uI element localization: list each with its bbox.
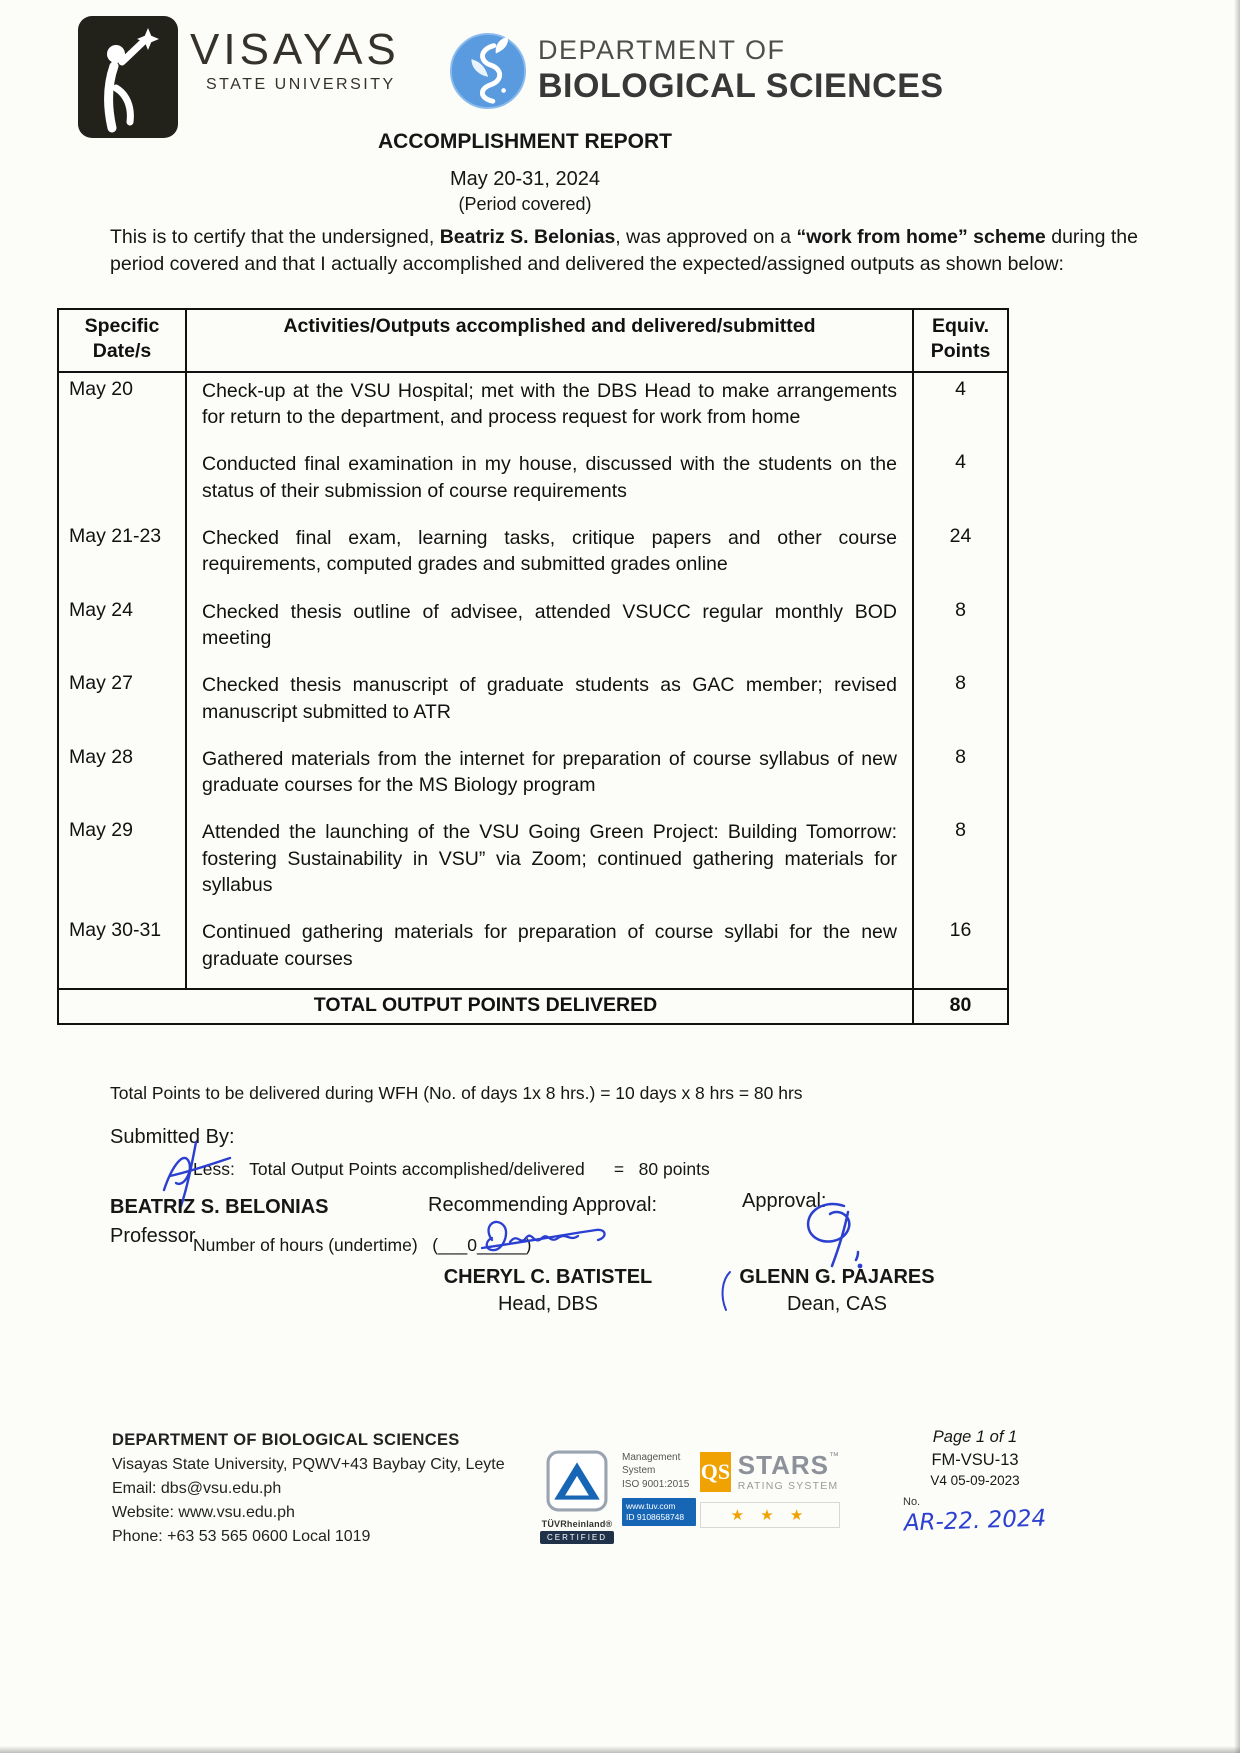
activity-cell: Continued gathering materials for preparation of course syllabi for the new graduate courses (186, 914, 913, 989)
points-cell: 8 (913, 594, 1008, 668)
recommending-title: Head, DBS (497, 1293, 599, 1315)
points-cell: 8 (913, 814, 1008, 914)
intro-wfh-scheme: “work from home” scheme (796, 226, 1046, 248)
tuv-certification-block (540, 1450, 614, 1544)
total-points: 80 (913, 989, 1008, 1024)
approval-label: Approval: (742, 1190, 827, 1212)
wfh-note-2: Less: Total Output Points accomplished/delivered = 80 points (193, 1158, 710, 1179)
activity-cell: Checked thesis outline of advisee, attended VSUCC regular monthly BOD meeting (186, 594, 913, 668)
intro-seg3: , was approved on a (615, 226, 797, 248)
intro-seg1: This is to certify that the undersigned, (110, 226, 440, 248)
submitted-name: BEATRIZ S. BELONIAS (110, 1196, 329, 1218)
submitted-title: Professor (110, 1225, 196, 1247)
submitted-by-label: Submitted By: (110, 1126, 235, 1148)
header-equiv-points: Equiv. Points (913, 309, 1008, 372)
tuv-details-block (622, 1452, 696, 1526)
qs-tm-mark: ™ (829, 1451, 840, 1462)
page-number: Page 1 of 1 (932, 1428, 1018, 1446)
title-block (0, 130, 1050, 215)
tuv-certified-badge: CERTIFIED (540, 1531, 614, 1544)
table-row (58, 372, 1008, 447)
scan-edge-bottom (0, 1746, 1240, 1753)
date-cell: May 28 (58, 741, 186, 815)
intro-paragraph (110, 224, 1138, 279)
footer-phone: Phone: +63 53 565 0600 Local 1019 (112, 1527, 371, 1545)
vsu-logo-icon (78, 16, 178, 138)
recommending-signature-icon (468, 1212, 638, 1270)
approval-title: Dean, CAS (786, 1293, 888, 1315)
tuv-system: Management System (622, 1452, 681, 1476)
university-subtitle: STATE UNIVERSITY (206, 76, 396, 93)
recommending-signatory (438, 1266, 658, 1316)
table-row (58, 520, 1008, 594)
submitted-signatory (110, 1196, 329, 1248)
approval-signatory (732, 1266, 942, 1316)
header-activities: Activities/Outputs accomplished and delivered/submitted (186, 309, 913, 372)
date-cell: May 21-23 (58, 520, 186, 594)
qs-stars-text: STARS (737, 1450, 829, 1480)
tuv-id: ID 9108658748 (626, 1512, 685, 1523)
table-row (58, 741, 1008, 815)
approval-name: GLENN G. PAJARES (739, 1266, 935, 1288)
wfh-note-3: Number of hours (undertime) (___0_____) (193, 1235, 532, 1255)
period-caption: (Period covered) (458, 194, 592, 214)
footer-contact-block (112, 1428, 505, 1549)
department-line1: DEPARTMENT OF (538, 35, 786, 65)
university-wordmark: VISAYAS (190, 25, 400, 74)
form-code: FM-VSU-13 (931, 1451, 1019, 1469)
total-row (58, 989, 1008, 1024)
dbs-logo-icon (449, 32, 527, 110)
tuv-brand: TÜVRheinland® (541, 1519, 613, 1529)
handwritten-form-number: AR-22. 2024 (903, 1505, 1047, 1537)
qs-stars-wordmark (738, 1452, 840, 1478)
footer-address: Visayas State University, PQWV+43 Baybay City, Leyte (112, 1455, 505, 1473)
qs-star-row: ★ ★ ★ (700, 1502, 840, 1528)
date-cell: May 20 (58, 372, 186, 447)
table-row (58, 914, 1008, 989)
wfh-note-1: Total Points to be delivered during WFH (No. of days 1x 8 hrs.) = 10 days x 8 hrs = 80 hrs (110, 1082, 803, 1103)
department-name-block (538, 36, 944, 105)
activity-cell: Checked final exam, learning tasks, critique papers and other course requirements, computed grades and submitted grades online (186, 520, 913, 594)
university-wordmark-block (190, 25, 400, 94)
tuv-url: www.tuv.com (626, 1501, 676, 1511)
report-title: ACCOMPLISHMENT REPORT (378, 130, 672, 153)
date-cell: May 24 (58, 594, 186, 668)
date-cell: May 29 (58, 814, 186, 914)
table-row (58, 594, 1008, 668)
qs-rating-system: RATING SYSTEM (737, 1480, 839, 1492)
total-label: TOTAL OUTPUT POINTS DELIVERED (58, 989, 913, 1024)
date-cell: May 30-31 (58, 914, 186, 989)
date-cell (58, 446, 186, 520)
footer-email: Email: dbs@vsu.edu.ph (112, 1479, 282, 1497)
tuv-logo-icon (540, 1450, 614, 1517)
activity-cell: Check-up at the VSU Hospital; met with the DBS Head to make arrangements for return to the department, and process request for work from home (186, 372, 913, 447)
intro-seg5: during the period covered and that I actually accomplished and delivered the expected/assigned outputs as shown below: (110, 226, 1138, 276)
activity-cell: Checked thesis manuscript of graduate students as GAC member; revised manuscript submitted to ATR (186, 667, 913, 741)
footer-department: DEPARTMENT OF BIOLOGICAL SCIENCES (112, 1431, 460, 1449)
table-row (58, 814, 1008, 914)
footer-website: Website: www.vsu.edu.ph (112, 1503, 295, 1521)
form-meta-block (895, 1428, 1055, 1537)
table-row (58, 667, 1008, 741)
points-cell: 4 (913, 446, 1008, 520)
points-cell: 8 (913, 741, 1008, 815)
scan-edge-right (1234, 0, 1240, 1753)
header-specific-dates: Specific Date/s (58, 309, 186, 372)
points-cell: 8 (913, 667, 1008, 741)
activity-cell: Attended the launching of the VSU Going Green Project: Building Tomorrow: fostering Sustainability in VSU” via Zoom; continued gathering materials for syllabus (186, 814, 913, 914)
activity-cell: Gathered materials from the internet for preparation of course syllabus of new graduate courses for the MS Biology program (186, 741, 913, 815)
intro-name: Beatriz S. Belonias (439, 226, 616, 248)
points-cell: 24 (913, 520, 1008, 594)
tuv-iso: ISO 9001:2015 (622, 1479, 690, 1490)
form-no-label: No. (903, 1496, 921, 1508)
qs-stars-block (700, 1452, 840, 1528)
recommending-name: CHERYL C. BATISTEL (443, 1266, 653, 1288)
points-cell: 16 (913, 914, 1008, 989)
points-cell: 4 (913, 372, 1008, 447)
qs-logo-icon: QS (700, 1452, 731, 1492)
department-line2: BIOLOGICAL SCIENCES (538, 66, 944, 105)
recommending-approval-label: Recommending Approval: (428, 1194, 658, 1216)
table-header-row (58, 309, 1008, 372)
accomplishment-table (57, 308, 1009, 1025)
table-row (58, 446, 1008, 520)
report-period: May 20-31, 2024 (449, 168, 601, 190)
approval-signature-icon (788, 1194, 898, 1274)
date-cell: May 27 (58, 667, 186, 741)
form-version: V4 05-09-2023 (930, 1473, 1020, 1488)
activity-cell: Conducted final examination in my house, discussed with the students on the status of their submission of course requirements (186, 446, 913, 520)
tuv-id-box (622, 1498, 696, 1526)
